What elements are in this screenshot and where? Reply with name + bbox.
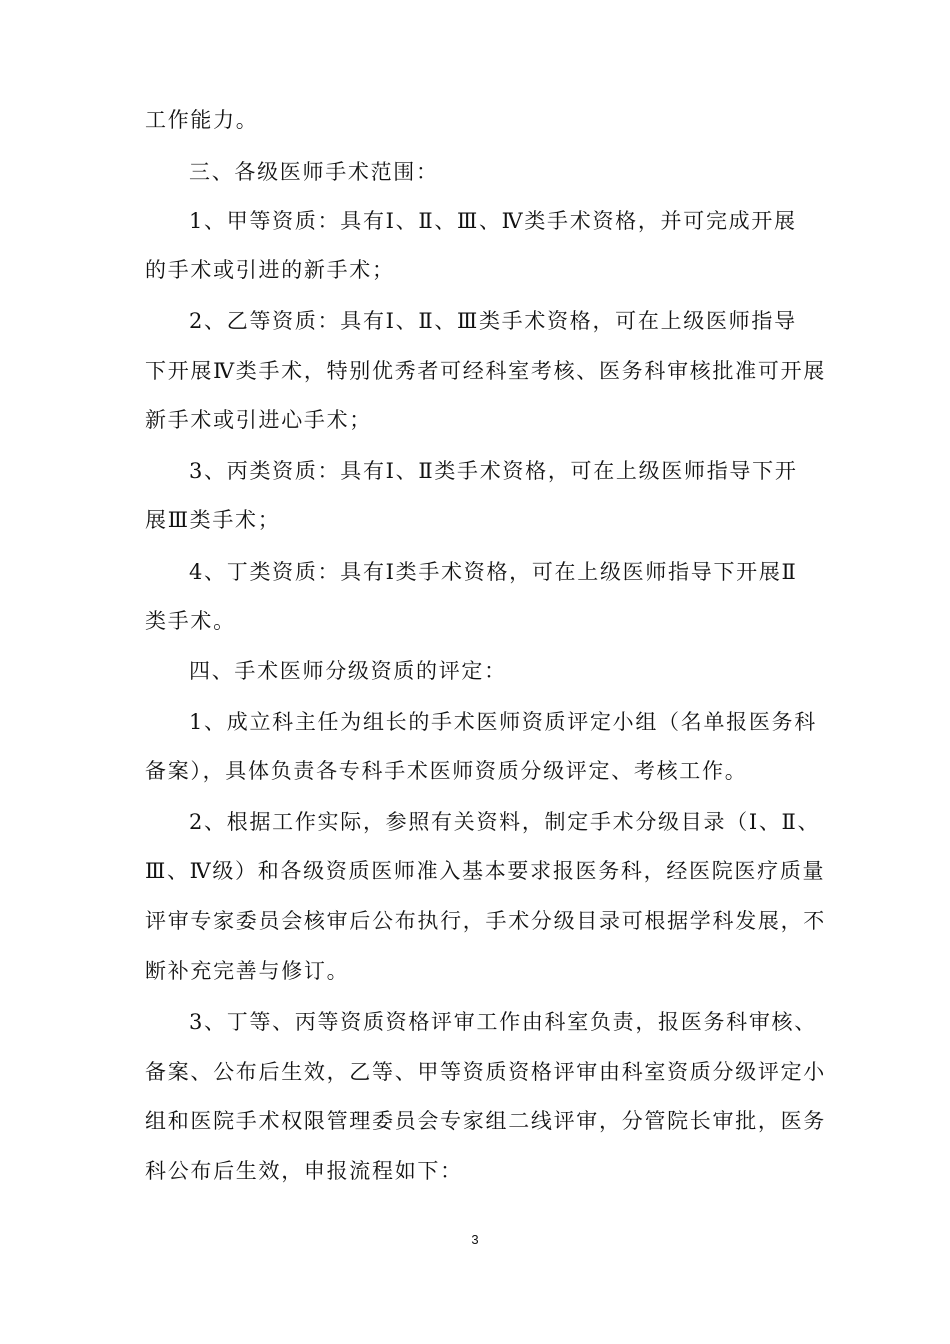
text-line: 3、丁等、丙等资质资格评审工作由科室负责，报医务科审核、 [189,1010,817,1034]
section-heading: 三、各级医师手术范围： [189,160,439,184]
text-line: 评审专家委员会核审后公布执行，手术分级目录可根据学科发展，不 [145,909,826,933]
text-line: 类手术。 [145,609,236,633]
text-line: 工作能力。 [145,108,259,132]
text-line: 下开展Ⅳ类手术，特别优秀者可经科室考核、医务科审核批准可开展 [145,359,826,383]
text-line: 3、丙类资质：具有Ⅰ、Ⅱ类手术资格，可在上级医师指导下开 [189,459,798,483]
page-number: 3 [471,1232,479,1247]
text-line: 展Ⅲ类手术； [145,508,281,532]
text-line: 科公布后生效，申报流程如下： [145,1159,463,1183]
text-line: 4、丁类资质：具有Ⅰ类手术资格，可在上级医师指导下开展Ⅱ [189,560,798,584]
text-line: 1、成立科主任为组长的手术医师资质评定小组（名单报医务科 [189,710,817,734]
text-line: 2、乙等资质：具有Ⅰ、Ⅱ、Ⅲ类手术资格，可在上级医师指导 [189,309,797,333]
text-line: 1、甲等资质：具有Ⅰ、Ⅱ、Ⅲ、Ⅳ类手术资格，并可完成开展 [189,209,797,233]
section-heading: 四、手术医师分级资质的评定： [189,659,507,683]
text-line: 组和医院手术权限管理委员会专家组二线评审，分管院长审批，医务 [145,1109,826,1133]
text-line: 备案、公布后生效，乙等、甲等资质资格评审由科室资质分级评定小 [145,1060,826,1084]
text-line: 新手术或引进心手术； [145,408,372,432]
text-line: 断补充完善与修订。 [145,959,350,983]
text-line: 2、根据工作实际，参照有关资料，制定手术分级目录（Ⅰ、Ⅱ、 [189,810,821,834]
text-line: 的手术或引进的新手术； [145,258,395,282]
text-line: Ⅲ、Ⅳ级）和各级资质医师准入基本要求报医务科，经医院医疗质量 [145,859,826,883]
text-line: 备案），具体负责各专科手术医师资质分级评定、考核工作。 [145,759,748,783]
